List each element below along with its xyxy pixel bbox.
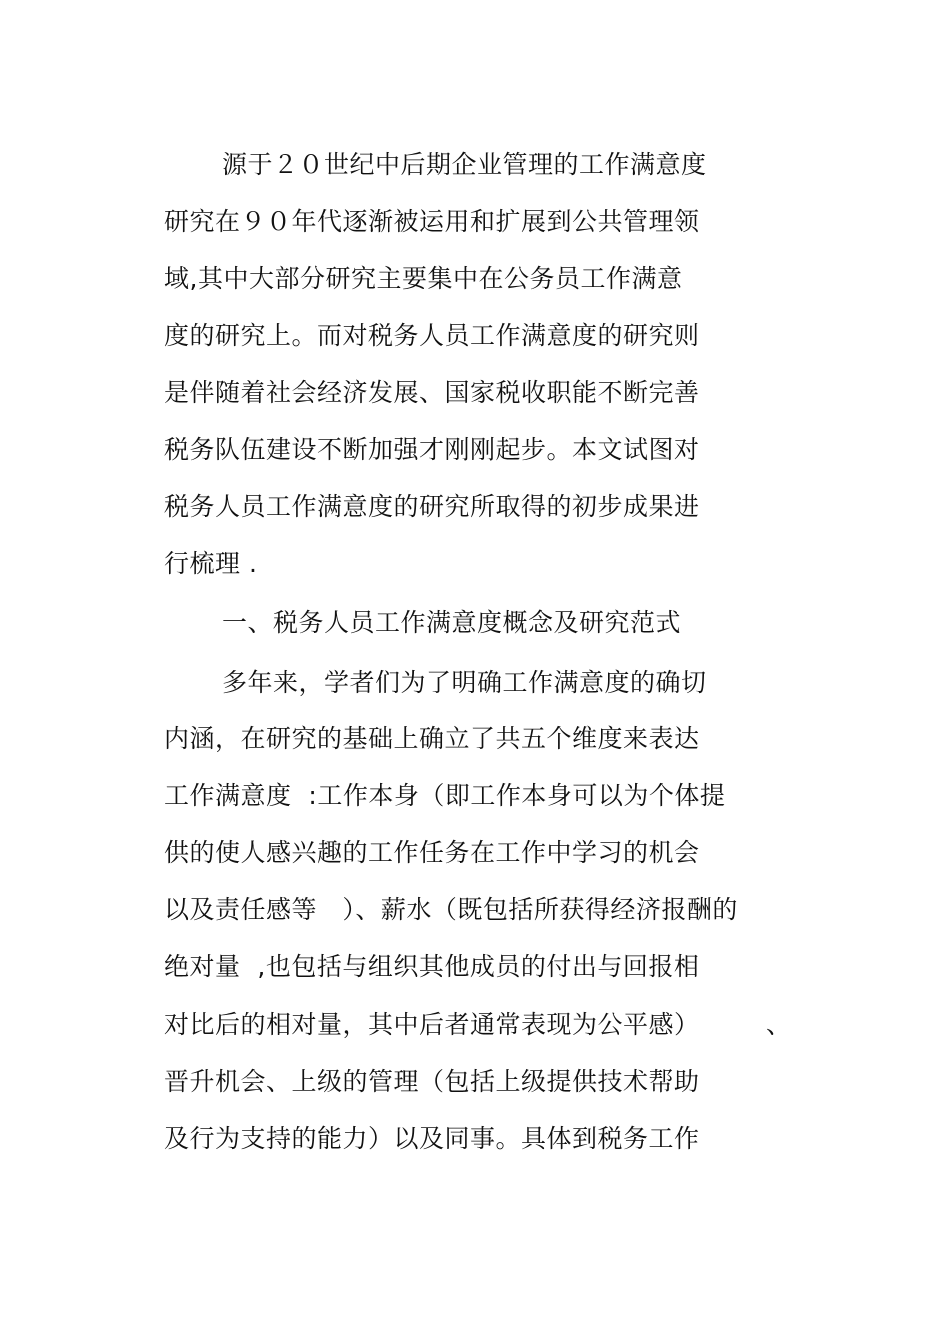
text-line: 行梳理 .	[164, 549, 258, 578]
text-line: 度的研究上。而对税务人员工作满意度的研究则	[164, 321, 700, 350]
text-line: 研究在９０年代逐渐被运用和扩展到公共管理领	[164, 207, 700, 236]
text-line: 以及责任感等 ）、薪水（既包括所获得经济报酬的	[164, 895, 738, 924]
text-line: 绝对量 ,也包括与组织其他成员的付出与回报相	[164, 952, 700, 981]
stray-punctuation: 、	[766, 1010, 792, 1039]
text-line: 多年来，学者们为了明确工作满意度的确切	[222, 668, 707, 697]
text-line: 晋升机会、上级的管理（包括上级提供技术帮助	[164, 1067, 700, 1096]
text-line: 是伴随着社会经济发展、国家税收职能不断完善	[164, 378, 700, 407]
text-line: 对比后的相对量，其中后者通常表现为公平感）	[164, 1010, 700, 1039]
text-line: 税务人员工作满意度的研究所取得的初步成果进	[164, 492, 700, 521]
text-line: 及行为支持的能力）以及同事。具体到税务工作	[164, 1124, 700, 1153]
text-line: 税务队伍建设不断加强才刚刚起步。本文试图对	[164, 435, 700, 464]
text-line: 内涵，在研究的基础上确立了共五个维度来表达	[164, 724, 700, 753]
section-heading: 一、税务人员工作满意度概念及研究范式	[222, 608, 682, 637]
text-line: 源于２０世纪中后期企业管理的工作满意度	[222, 150, 707, 179]
text-line: 工作满意度 :工作本身（即工作本身可以为个体提	[164, 781, 726, 810]
text-line: 供的使人感兴趣的工作任务在工作中学习的机会	[164, 838, 700, 867]
text-line: 域,其中大部分研究主要集中在公务员工作满意	[164, 264, 683, 293]
